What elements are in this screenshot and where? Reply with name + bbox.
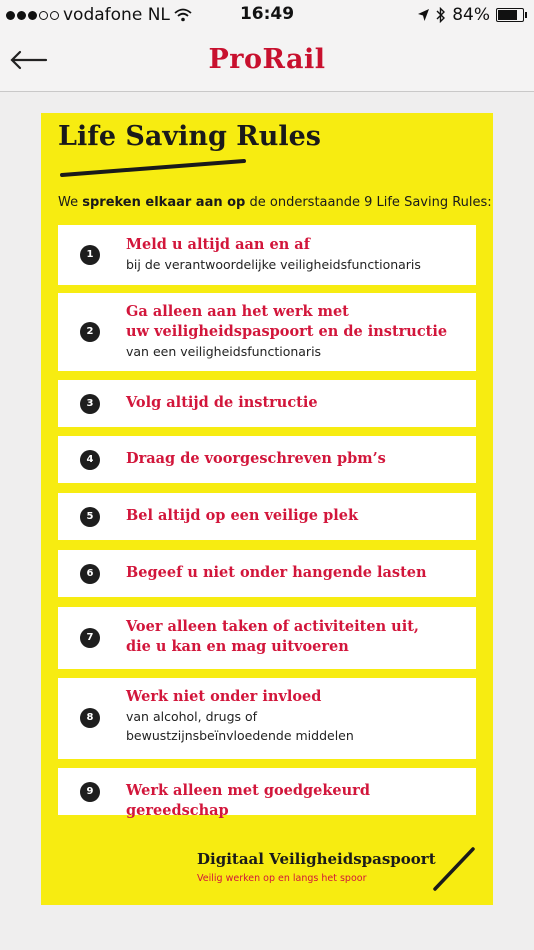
status-bar (0, 0, 534, 30)
poster-title: Life Saving Rules (58, 121, 321, 152)
prorail-logo: ProRail (208, 44, 326, 75)
rule-subtitle: bij de verantwoordelijke veiligheidsfunctionaris (126, 257, 421, 272)
rule-item-3 (58, 380, 476, 427)
rule-title: Werk niet onder invloed (126, 688, 322, 705)
rule-number-badge: 4 (80, 450, 100, 470)
rule-item-7 (58, 607, 476, 669)
rule-number-badge: 9 (80, 782, 100, 802)
battery-percentage: 84% (452, 5, 490, 25)
rule-number-badge: 6 (80, 564, 100, 584)
rule-item-8 (58, 678, 476, 759)
rule-item-6 (58, 550, 476, 597)
battery-icon (496, 8, 524, 22)
rule-number-badge: 3 (80, 394, 100, 414)
rule-title: Ga alleen aan het werk met uw veiligheidspaspoort en de instructie (126, 303, 448, 340)
rule-item-4 (58, 436, 476, 483)
rule-title: Werk alleen met goedgekeurd gereedschap (126, 782, 370, 819)
rule-item-2 (58, 293, 476, 371)
wifi-icon (174, 8, 192, 22)
rule-title: Voer alleen taken of activiteiten uit, die u kan en mag uitvoeren (126, 618, 419, 655)
rule-item-5 (58, 493, 476, 540)
signal-dots-icon (6, 11, 59, 20)
rule-number-badge: 1 (80, 245, 100, 265)
rule-title: Begeef u niet onder hangende lasten (126, 564, 427, 581)
rule-number-badge: 8 (80, 708, 100, 728)
rule-title: Meld u altijd aan en af (126, 236, 310, 253)
intro-text: We spreken elkaar aan op de onderstaande 9 Life Saving Rules: (58, 195, 492, 210)
rule-subtitle: van een veiligheidsfunctionaris (126, 344, 322, 359)
rule-item-1 (58, 225, 476, 285)
rule-title: Draag de voorgeschreven pbm’s (126, 450, 386, 467)
bluetooth-icon (436, 7, 446, 23)
footer-slash-mark (431, 845, 477, 893)
navigation-bar (0, 30, 534, 92)
title-underline (58, 158, 248, 178)
rule-title: Volg altijd de instructie (126, 394, 318, 411)
rule-title: Bel altijd op een veilige plek (126, 507, 358, 524)
location-arrow-icon (417, 8, 430, 22)
footer-subtitle: Veilig werken op en langs het spoor (197, 873, 367, 884)
carrier-label: vodafone NL (63, 5, 170, 25)
footer-title: Digitaal Veiligheidspaspoort (197, 850, 436, 868)
rule-subtitle: van alcohol, drugs of bewustzijnsbeïnvloedende middelen (126, 709, 354, 743)
clock: 16:49 (239, 4, 295, 24)
rule-number-badge: 2 (80, 322, 100, 342)
rule-number-badge: 7 (80, 628, 100, 648)
rule-item-9 (58, 768, 476, 819)
life-saving-rules-poster (41, 113, 493, 905)
rule-number-badge: 5 (80, 507, 100, 527)
